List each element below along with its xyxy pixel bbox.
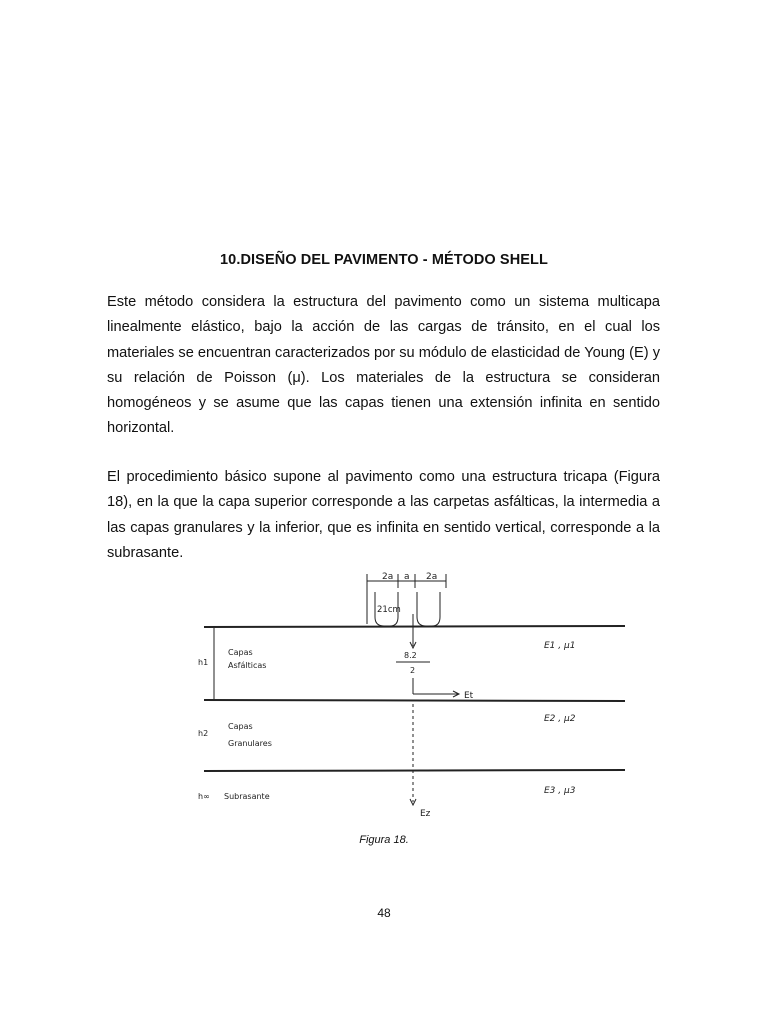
layer-2-name-line2: Granulares (228, 739, 272, 748)
paragraph-1: Este método considera la estructura del pavimento como un sistema multicapa linealmente elástico, bajo la acción de las cargas de tránsito, en el cual los materiales se encuentran caracterizados por su módulo de elasticidad de Young (E) y su relación de Poisson (μ). Los materiales de la estructura se consideran homogéneos y se asume que las capas tienen una extensión infinita en sentido horizontal. (107, 294, 660, 437)
tire-right-shape (417, 592, 440, 626)
layer-3-thickness: h∞ (198, 792, 210, 801)
pavement-layer-diagram (170, 564, 630, 826)
page-number: 48 (377, 906, 391, 920)
fraction-denominator: 2 (410, 666, 416, 675)
vertical-strain-label: Ez (420, 809, 431, 819)
layer-3-props: E3 , μ3 (544, 786, 576, 796)
layer-3-name-line1: Subrasante (224, 792, 270, 801)
fraction-numerator: 8.2 (404, 651, 417, 660)
tire-label: 21cm (377, 605, 401, 615)
horizontal-strain-label: Et (464, 691, 474, 701)
layer-1-name-line1: Capas (228, 648, 253, 657)
layer-1-props: E1 , μ1 (544, 641, 576, 651)
interface-line-1 (204, 700, 625, 701)
surface-line (204, 626, 625, 627)
layer-2-thickness: h2 (198, 729, 209, 738)
layer-2-props: E2 , μ2 (544, 714, 576, 724)
figure-18-diagram (170, 564, 630, 826)
interface-line-2 (204, 770, 625, 771)
paragraph-2: El procedimiento básico supone al pavimento como una estructura tricapa (Figura 18), en la que la capa superior corresponde a las carpetas asfálticas, la intermedia a las capas granulares y la inferior, que es infinita en sentido vertical, corresponde a la subrasante. (107, 469, 660, 561)
dim-label-3: 2a (426, 572, 438, 582)
section-heading: 10.DISEÑO DEL PAVIMENTO - MÉTODO SHELL (220, 252, 548, 268)
layer-2-name-line1: Capas (228, 722, 253, 731)
layer-1-name-line2: Asfálticas (228, 661, 267, 670)
dim-label-2: a (404, 572, 410, 582)
dim-label-1: 2a (382, 572, 394, 582)
layer-1-thickness: h1 (198, 658, 209, 667)
figure-caption: Figura 18. (359, 834, 409, 846)
